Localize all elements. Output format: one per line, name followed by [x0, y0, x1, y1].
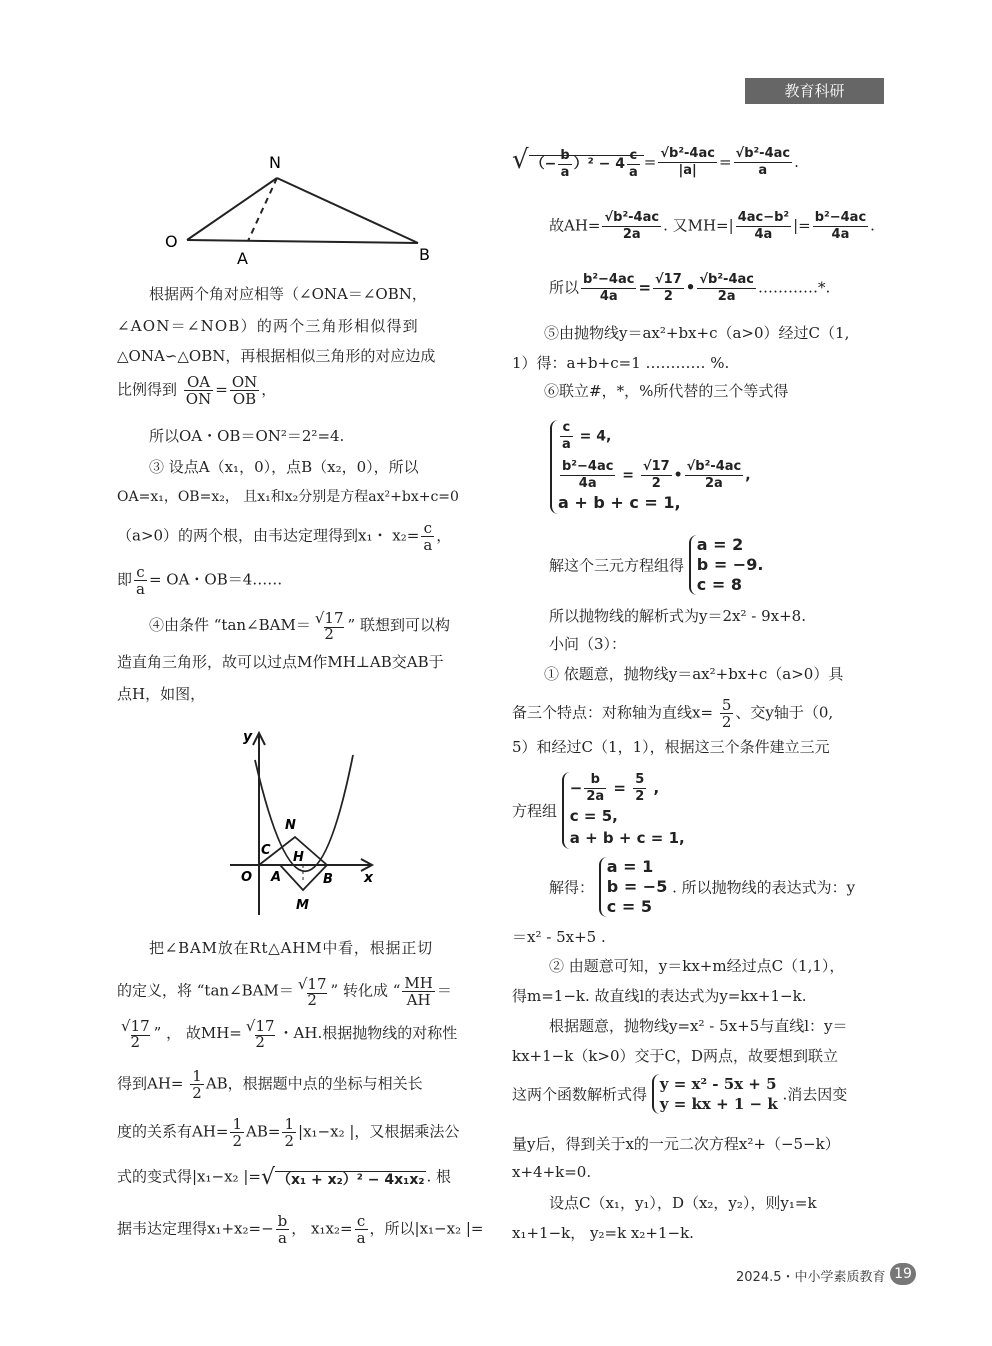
right-p12: ＝x² - 5x+5 .: [512, 928, 606, 946]
left-p5-line7: [117, 1213, 483, 1246]
equation-system-2: [562, 772, 685, 849]
fraction-b-a: [276, 1213, 290, 1246]
text: 备三个特点：对称轴为直线x=: [512, 703, 718, 722]
left-p4-line2: 造直角三角形，故可以过点M作MH⊥AB交AB于: [117, 653, 444, 671]
numerator: √17: [297, 974, 327, 993]
left-p3-line3: [117, 520, 451, 553]
text: . 所以抛物线的表达式为：y: [672, 878, 856, 897]
radicand: b²-4ac: [708, 272, 754, 287]
numerator: c: [421, 520, 434, 537]
numerator: c: [560, 420, 573, 437]
triangle-figure: [155, 148, 445, 268]
denominator: 2a: [622, 227, 641, 242]
system-row: b = −9.: [696, 555, 764, 574]
text: ，: [436, 526, 452, 545]
right-p14-line2: kx+1−k（k>0）交于C，D两点，故要想到联立: [512, 1047, 839, 1065]
right-p15-line2: x₁+1−k， y₂=k x₂+1−k.: [512, 1224, 694, 1242]
right-p7: 所以抛物线的解析式为y＝2x² - 9x+8.: [549, 607, 806, 625]
page-number: 19: [890, 1263, 916, 1285]
numerator: √b²-4ac: [735, 146, 791, 162]
text: （−: [530, 156, 557, 172]
radicand: [529, 147, 644, 180]
segment-nb: [277, 178, 418, 243]
numerator: MH: [404, 974, 433, 992]
fraction-sqrt-disc-a: [734, 146, 793, 179]
right-p5-line1: ⑤由抛物线y＝ax²+bx+c（a>0）经过C（1,: [544, 324, 850, 342]
numerator: √17: [314, 609, 344, 627]
left-p5-line6: [117, 1165, 451, 1190]
denominator: 4a: [831, 227, 850, 242]
left-p1-line1: 根据两个角对应相等（∠ONA＝∠OBN，: [149, 285, 427, 303]
denominator: 4a: [599, 289, 618, 304]
right-line1: [512, 145, 799, 181]
text: = 4,: [574, 428, 612, 445]
fraction-5-2: [633, 772, 646, 805]
text: ” 联想到可以构: [347, 616, 450, 634]
label-a: A: [237, 249, 248, 268]
numerator: √b²-4ac: [660, 146, 715, 162]
system-row: [570, 772, 685, 805]
section-label: 教育科研: [745, 78, 884, 104]
denominator: 2: [307, 990, 317, 1009]
text: 方程组: [512, 802, 558, 820]
text: −: [569, 779, 583, 797]
denominator: ON: [185, 390, 212, 408]
numerator: √b²-4ac: [699, 272, 754, 287]
text: …………*.: [757, 278, 831, 297]
fraction-b-a: [558, 148, 571, 181]
denominator: 2: [192, 1084, 202, 1102]
text: .: [870, 216, 875, 235]
left-p4-line3: 点H，如图，: [117, 685, 206, 703]
denominator: AH: [406, 991, 431, 1009]
denominator: a: [356, 1229, 366, 1247]
numerator: c: [627, 148, 640, 165]
denominator: 2a: [586, 789, 605, 804]
right-p14-line1: 根据题意，抛物线y=x² - 5x+5与直线l：y＝: [549, 1017, 848, 1035]
text: ＝: [436, 981, 452, 1000]
text: •: [673, 467, 683, 484]
numerator: √17: [121, 1017, 150, 1035]
denominator: 2: [232, 1132, 243, 1150]
numerator: 5: [635, 772, 645, 787]
fraction-c-a: [134, 564, 147, 597]
left-p4-line1: [117, 610, 450, 642]
right-p8: 小问（3）：: [549, 635, 627, 653]
fraction-1-2: [190, 1068, 204, 1101]
numerator: √17: [642, 459, 670, 474]
label-c: C: [261, 843, 271, 858]
text: 所以: [549, 278, 580, 297]
denominator: 2: [255, 1033, 265, 1051]
system-row: c = 8: [696, 575, 742, 594]
right-line3: [517, 272, 830, 305]
fraction-sqrt-disc-2a: [697, 272, 756, 305]
fraction-b2-4ac-4a: [581, 272, 636, 305]
fraction-sqrt-disc-abs-a: [658, 146, 717, 179]
denominator: a: [758, 163, 768, 179]
system-row: c = 5,: [569, 807, 618, 825]
left-p5-line1: 把∠BAM放在Rt△AHM中看，根据正切: [149, 939, 433, 957]
system-row: [558, 420, 751, 453]
fraction-1-2: [230, 1116, 244, 1149]
text: ・AH.根据抛物线的对称性: [278, 1024, 458, 1042]
text: 得到AH=: [117, 1074, 189, 1093]
denominator: a: [628, 164, 638, 180]
system-row: y = kx + 1 − k: [659, 1095, 778, 1113]
text: AB=: [246, 1122, 281, 1141]
denominator: 2: [721, 713, 732, 731]
fraction-b2-4ac-4a: [813, 210, 868, 243]
denominator: 2a: [705, 476, 723, 491]
denominator: 2: [663, 289, 673, 304]
numerator: b²−4ac: [562, 459, 614, 474]
label-n: N: [269, 153, 281, 172]
fraction-5-2: [720, 697, 734, 730]
fraction-c-a: [560, 420, 573, 453]
fraction-sqrt-disc-2a: [685, 459, 744, 492]
text: 即: [117, 570, 133, 589]
left-p5-line2: [117, 975, 452, 1008]
text: ，所以|x₁−x₂ |=: [369, 1219, 484, 1238]
left-p3-line2: OA=x₁，OB=x₂， 且x₁和x₂分别是方程ax²+bx+c=0: [117, 489, 459, 505]
denominator: |a|: [678, 163, 697, 179]
system-row: c = 5: [606, 897, 652, 916]
right-p9-line3: 5）和经过C（1，1），根据这三个条件建立三元: [512, 738, 830, 756]
fraction-mh-ah: [402, 975, 434, 1008]
equation-system-1: [550, 420, 751, 514]
denominator: 2: [651, 476, 661, 491]
sqrt-icon: √: [260, 1165, 275, 1190]
right-p15-line1: 设点C（x₁，y₁），D（x₂，y₂），则y₁=k: [549, 1194, 817, 1212]
numerator: ON: [231, 373, 258, 391]
text: =: [608, 779, 632, 797]
system-row: [558, 459, 751, 492]
fraction-sqrt-disc-2a: [602, 210, 661, 243]
text: ” 转化成 “: [330, 981, 401, 1000]
right-p9-line1: ① 依题意，抛物线y＝ax²+bx+c（a>0）具: [544, 665, 844, 683]
numerator: b²−4ac: [814, 210, 867, 225]
label-b: B: [323, 872, 333, 887]
left-p5-line4: [117, 1068, 423, 1101]
fraction-1-2: [282, 1116, 296, 1149]
right-p14-line3: [512, 1074, 847, 1114]
denominator: 2: [635, 789, 645, 804]
label-n: N: [285, 818, 296, 833]
numerator: c: [355, 1213, 368, 1230]
numerator: b: [584, 772, 606, 789]
text: ）² − 4: [573, 156, 625, 172]
system-row: b = −5: [606, 877, 668, 896]
fraction-b-2a: [584, 772, 606, 805]
numerator: b²−4ac: [583, 272, 635, 287]
text: =: [638, 278, 652, 297]
radicand: 17: [324, 609, 344, 627]
label-o: O: [165, 232, 178, 251]
numerator: √17: [245, 1017, 275, 1035]
denominator: a: [277, 1229, 287, 1247]
denominator: 2: [284, 1132, 295, 1150]
text: 解这个三元方程组得: [549, 556, 685, 575]
text: |=: [793, 216, 811, 235]
radicand: （x₁ + x₂）² − 4x₁x₂: [277, 1172, 425, 1188]
denominator: 4a: [754, 227, 773, 242]
right-p10: [512, 772, 685, 849]
text: 比例得到: [117, 380, 178, 399]
right-p13-line1: ② 由题意可知，y＝kx+m经过点C（1,1），: [549, 957, 845, 975]
denominator: a: [562, 437, 571, 452]
fraction-sqrt17-2: [119, 1018, 152, 1050]
right-solution-1: [517, 535, 763, 595]
numerator: 1: [284, 1115, 295, 1133]
numerator: √17: [655, 272, 682, 287]
denominator: a: [136, 580, 145, 598]
text: 据韦达定理得x₁+x₂=−: [117, 1219, 274, 1238]
radicand: b²-4ac: [613, 210, 660, 225]
denominator: 2a: [717, 289, 736, 304]
left-p1-line3: △ONA∽△OBN，再根据相似三角形的对应边成: [117, 347, 436, 365]
right-p5-line2: 1）得：a+b+c=1 ………… %.: [512, 354, 730, 372]
fraction-on-ob: [230, 374, 259, 407]
left-p1-line4: 比例得到 $\frac{OA}{ON}$ = $\frac{ON}{OB}$ ，: [117, 373, 277, 408]
radicand: b²-4ac: [695, 459, 742, 474]
right-p11: [517, 857, 855, 917]
numerator: √b²-4ac: [686, 459, 742, 474]
right-p13-line2: 得m=1−k. 故直线l的表达式为y=kx+1−k.: [512, 987, 807, 1005]
denominator: 4a: [578, 476, 597, 491]
text: 故AH=: [549, 216, 601, 235]
fraction-4ac-b2-4a: [736, 210, 791, 243]
numerator: 5: [721, 696, 732, 714]
sqrt-expression: [261, 1165, 427, 1190]
right-p6: ⑥联立#，*，%所代替的三个等式得: [544, 382, 789, 400]
text: 的定义，将 “tan∠BAM＝: [117, 981, 294, 1000]
fraction-b2-4ac-4a: [560, 459, 615, 492]
sqrt-expression: [512, 145, 644, 181]
fraction-sqrt17-2: [313, 610, 346, 642]
left-p1-line2: ∠AON＝∠NOB）的两个三角形相似得到: [117, 317, 419, 335]
radicand: 17: [307, 974, 327, 993]
right-line2: [517, 210, 875, 243]
text: 度的关系有AH=: [117, 1122, 229, 1141]
issue-info: 2024.5・中小学素质教育: [736, 1270, 886, 1285]
equation-system-3: [652, 1074, 778, 1114]
system-row: a + b + c = 1,: [558, 493, 681, 512]
radicand: 17: [255, 1017, 275, 1035]
denominator: 2: [130, 1033, 141, 1051]
text: . 又MH=|: [663, 216, 734, 235]
denominator: a: [560, 164, 570, 180]
text: =: [617, 467, 639, 484]
text: =: [643, 152, 657, 171]
radicand: b²-4ac: [669, 146, 715, 162]
numerator: √b²-4ac: [604, 210, 660, 225]
fraction-sqrt17-2: [244, 1018, 277, 1050]
fraction-c-a: [355, 1213, 368, 1246]
left-p2: 所以OA・OB＝ON²＝2²=4.: [149, 427, 345, 445]
numerator: 1: [232, 1115, 243, 1133]
system-row: y = x² - 5x + 5: [659, 1075, 777, 1093]
sqrt-icon: √: [512, 145, 529, 175]
fraction-oa-on: [184, 374, 213, 407]
brace-system: [550, 420, 751, 514]
text: 解得：: [549, 878, 595, 897]
label-b: B: [419, 245, 430, 264]
system-row: a = 2: [696, 535, 744, 554]
denominator: 2: [324, 625, 334, 643]
text: . 根: [426, 1167, 452, 1186]
label-m: M: [296, 898, 309, 913]
denominator: OB: [232, 390, 257, 408]
label-y: y: [243, 729, 253, 745]
fraction-c-a: [421, 520, 434, 553]
text: ” ， 故MH=: [153, 1024, 242, 1042]
segment-ob: [187, 240, 418, 243]
solution-system: [689, 535, 764, 595]
fraction-sqrt17-2: [653, 272, 684, 305]
fraction-c-a: [627, 148, 640, 181]
left-p5-line3: [117, 1018, 457, 1050]
numerator: c: [134, 564, 147, 581]
text: ,: [745, 467, 751, 484]
text: ， x₁x₂=: [291, 1219, 353, 1238]
denominator: a: [423, 536, 433, 554]
label-o: O: [241, 870, 253, 885]
numerator: 1: [192, 1067, 202, 1085]
left-p5-line5: [117, 1116, 459, 1149]
fraction-sqrt17-2: [641, 459, 672, 492]
parabola-figure: [225, 725, 380, 920]
left-p3-line1: ③ 设点A（x₁，0），点B（x₂，0），所以: [149, 458, 419, 476]
right-p14-line5: x+4+k=0.: [512, 1163, 592, 1181]
label-a: A: [271, 870, 282, 885]
text: AB，根据题中点的坐标与相关长: [205, 1074, 423, 1093]
text: .消去因变: [782, 1085, 848, 1104]
right-p14-line4: 量y后，得到关于x的一元二次方程x²+（−5−k）: [512, 1135, 840, 1153]
text: ，: [261, 380, 277, 399]
text: =: [718, 152, 732, 171]
left-p3-line4: [117, 564, 282, 597]
system-row: a = 1: [606, 857, 654, 876]
numerator: 4ac−b²: [737, 210, 790, 225]
label-h: H: [293, 850, 304, 865]
text: ④由条件 “tan∠BAM＝: [149, 616, 311, 634]
text: 、交y轴于（0,: [735, 703, 834, 722]
text: （a>0）的两个根，由韦达定理得到x₁・ x₂=: [117, 526, 420, 545]
text: ,: [648, 779, 660, 797]
text: 式的变式得|x₁−x₂ |=: [117, 1167, 261, 1186]
right-p9-line2: [512, 697, 833, 730]
text: = OA・OB＝4……: [148, 570, 283, 589]
fraction-sqrt17-2: [296, 976, 329, 1008]
radicand: 17: [130, 1017, 150, 1035]
solution-system-2: [599, 857, 668, 917]
system-row: a + b + c = 1,: [569, 829, 685, 847]
radicand: b²-4ac: [744, 146, 791, 162]
text: •: [685, 278, 696, 297]
text: 这两个函数解析式得: [512, 1085, 648, 1104]
text: |x₁−x₂ |，又根据乘法公: [298, 1122, 460, 1141]
numerator: OA: [184, 374, 213, 391]
numerator: b: [560, 147, 570, 163]
text: .: [794, 152, 799, 171]
label-x: x: [364, 870, 374, 886]
numerator: b: [277, 1212, 288, 1230]
